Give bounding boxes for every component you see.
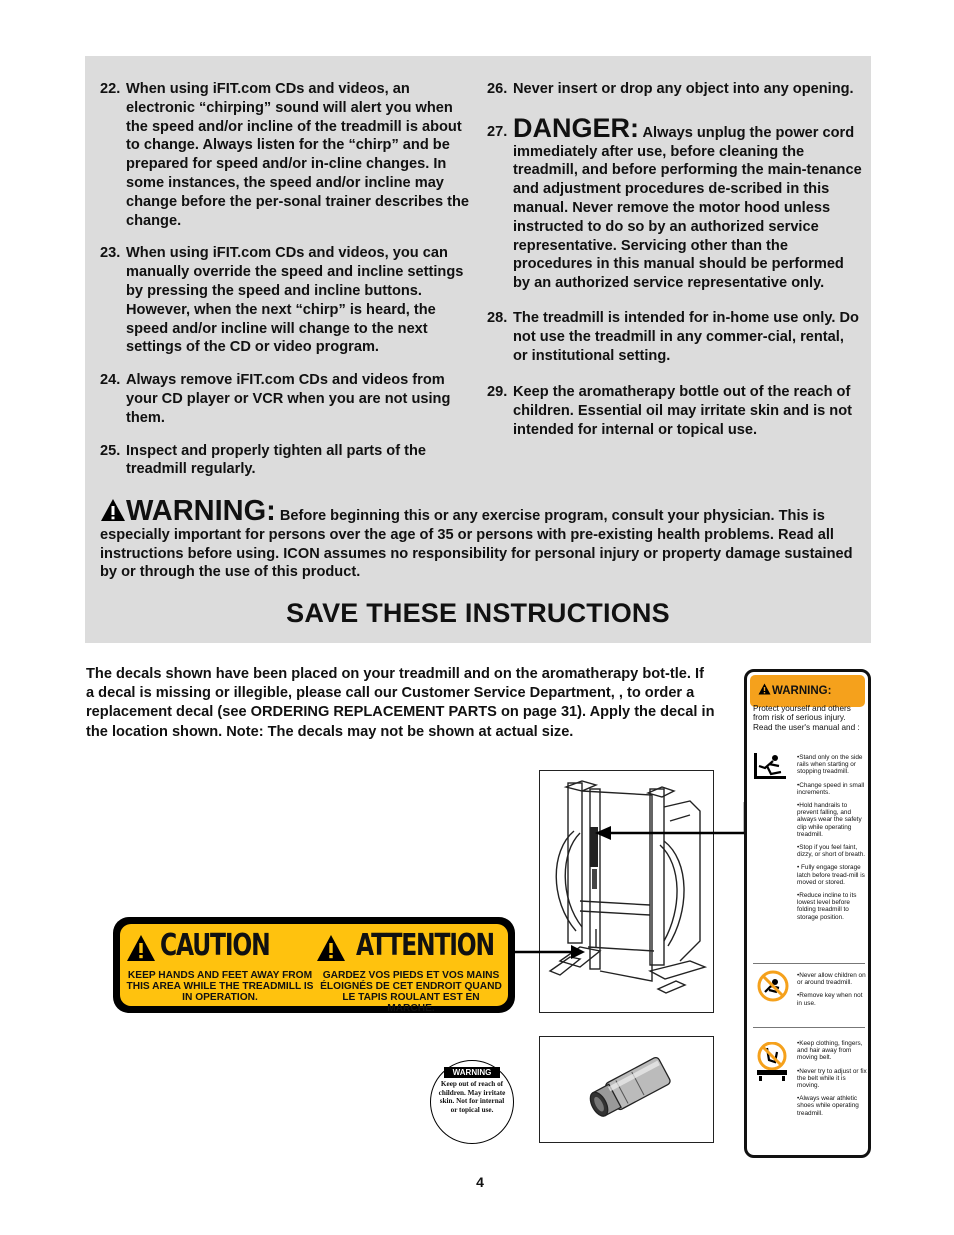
decal-bullet: •Always wear athletic shoes while operating treadmill.	[797, 1095, 859, 1117]
item-text: Always remove iFIT.com CDs and videos from your CD player or VCR when you are not using them.	[126, 372, 451, 426]
item-number: 22.	[100, 81, 121, 97]
no-hands-near-belt-icon	[755, 1042, 789, 1082]
safety-column-left	[100, 80, 470, 493]
decal-intro-text: The decals shown have been placed on your treadmill and on the aromatherapy bot-tle. If a decal is missing or illegible, please call our Customer Service Department, , to order a replacement decal (see ORDERING REPLACEMENT PARTS on page 31). Apply the decal in the location shown. Note: The decals may not be shown at actual size.	[86, 666, 715, 740]
caution-text-en: KEEP HANDS AND FEET AWAY FROM THIS AREA WHILE THE TREADMILL IS IN OPERATION.	[126, 970, 314, 1003]
treadmill-warning-decal	[744, 669, 871, 1158]
decal-bullet: •Stop if you feel faint, dizzy, or short of breath.	[797, 844, 866, 859]
decal-arrows	[515, 800, 747, 970]
decal-divider	[753, 1027, 865, 1028]
warning-text: Before beginning this or any exercise program, consult your physician. This is especially important for persons over the age of 35 or persons with pre-existing health problems. Read all instructions before using. ICON assumes no responsibility for personal injury or property damage sustained by or through the use of this product.	[100, 508, 853, 581]
bottle-warning-decal	[430, 1060, 514, 1144]
caution-decal	[113, 917, 515, 1013]
caution-text-fr: GARDEZ VOS PIEDS ET VOS MAINS ÉLOIGNÉS DE CET ENDROIT QUAND LE TAPIS ROULANT EST EN MARCHE.	[320, 970, 502, 1014]
safety-item-26	[487, 80, 862, 99]
no-children-icon	[757, 970, 789, 1002]
decal-bullets-group-1	[797, 754, 867, 927]
safety-column-right	[487, 80, 862, 454]
bottle-warning-heading: WARNING	[444, 1067, 500, 1078]
safety-item-23	[100, 244, 470, 357]
decal-bullet: •Never try to adjust or fix the belt while it is moving.	[797, 1067, 867, 1090]
item-number: 26.	[487, 81, 508, 97]
decal-bullet: • Fully engage storage latch before tread-mill is moved or stored.	[797, 864, 865, 886]
caution-heading-en: CAUTION	[160, 928, 270, 963]
warning-triangle-icon	[316, 934, 346, 962]
safety-item-29	[487, 383, 862, 439]
falling-person-icon	[753, 752, 787, 780]
decal-bullets-group-2	[797, 972, 867, 1013]
safety-item-22	[100, 80, 470, 230]
decal-bullet: •Hold handrails to prevent falling, and always wear the safety clip while operating treadmill.	[797, 802, 862, 838]
decal-bullet: •Keep clothing, fingers, and hair away from moving belt.	[797, 1040, 863, 1062]
decal-bullet: •Reduce incline to its lowest level before folding treadmill to storage position.	[797, 892, 857, 921]
decal-bullet: •Change speed in small increments.	[797, 781, 865, 796]
bottle-illustration-frame	[539, 1036, 714, 1143]
caution-heading-fr: ATTENTION	[356, 928, 494, 963]
item-text: Keep the aromatherapy bottle out of the reach of children. Essential oil may irritate skin and is not intended for internal or topical use.	[513, 384, 852, 438]
save-instructions-title: SAVE THESE INSTRUCTIONS	[286, 598, 670, 628]
item-number: 25.	[100, 442, 121, 459]
danger-label: DANGER:	[513, 112, 639, 143]
safety-item-27	[487, 112, 862, 293]
decal-bullet: •Never allow children on or around treadmill.	[797, 972, 866, 987]
decal-intro: Protect yourself and others from risk of serious injury. Read the user's manual and :	[753, 704, 860, 732]
warning-triangle-icon	[100, 498, 126, 522]
warning-triangle-icon	[758, 683, 771, 695]
decal-bullets-group-3	[797, 1040, 867, 1123]
item-number: 24.	[100, 372, 121, 389]
safety-item-24	[100, 371, 470, 427]
item-text: Always unplug the power cord immediately after use, before cleaning the treadmill, and before performing the main-tenance and adjustment procedures de-scribed in this manual. Never remove the motor hood unless instructed to do so by an authorized service representative. Servicing other than the procedures in this manual should be performed by an authorized service representative only.	[513, 124, 862, 292]
decal-warning-heading: WARNING:	[772, 685, 832, 697]
item-text: The treadmill is intended for in-home use only. Do not use the treadmill in any commer-cial, rental, or institutional setting.	[513, 309, 859, 364]
page-number: 4	[476, 1174, 484, 1190]
safety-item-28	[487, 309, 862, 365]
item-number: 29.	[487, 384, 508, 401]
item-text: Inspect and properly tighten all parts of the treadmill regularly.	[126, 442, 427, 478]
bottle-illustration	[540, 1037, 712, 1141]
item-number: 28.	[487, 309, 508, 326]
warning-paragraph	[100, 497, 860, 582]
warning-label: WARNING:	[126, 495, 276, 527]
item-number: 27.	[487, 123, 508, 140]
bottle-warning-text: Keep out of reach of children. May irritate skin. Not for internal or topical use.	[438, 1080, 506, 1114]
decal-divider	[753, 963, 865, 964]
warning-triangle-icon	[126, 934, 156, 962]
item-text: When using iFIT.com CDs and videos, you can manually override the speed and incline settings by pressing the speed and incline buttons. However, when the next “chirp” is heard, the speed and/or incline will change to the next settings of the CD or video program.	[126, 245, 464, 356]
decal-bullet: •Remove key when not in use.	[797, 992, 863, 1007]
safety-item-25	[100, 442, 470, 480]
decal-bullet: •Stand only on the side rails when starting or stopping treadmill.	[797, 754, 863, 776]
item-number: 23.	[100, 245, 121, 262]
item-text: Never insert or drop any object into any opening.	[513, 81, 854, 97]
item-text: When using iFIT.com CDs and videos, an electronic “chirping” sound will alert you when the speed and/or incline of the treadmill is about to change. Always listen for the “chirp” and be prepared for speed and/or in-cline changes. In some instances, the speed and/or incline may change before the per-sonal trainer describes the change.	[126, 81, 470, 229]
